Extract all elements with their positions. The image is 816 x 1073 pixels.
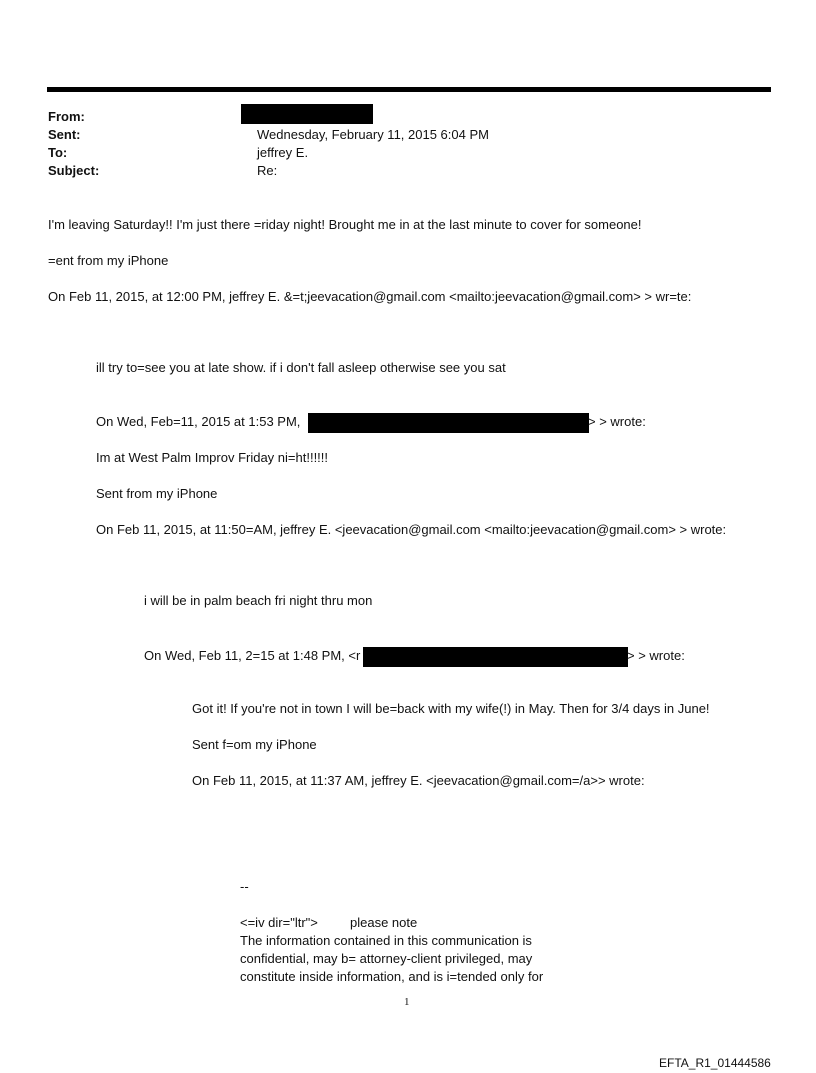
disclaimer-line: confidential, may b= attorney-client privileged, may: [240, 951, 533, 966]
body-line: =ent from my iPhone: [48, 253, 169, 268]
page-number: 1: [404, 996, 410, 1008]
quoted-line: On Feb 11, 2015, at 11:50=AM, jeffrey E. <jeevacation@gmail.com <mailto:jeevacation@gmail.com> > wrote:: [96, 522, 727, 537]
disclaimer-heading: please note: [350, 915, 418, 930]
to-label: To:: [48, 145, 68, 160]
to-value: jeffrey E.: [257, 145, 309, 160]
subject-value: Re:: [257, 163, 278, 178]
body-line: On Feb 11, 2015, at 12:00 PM, jeffrey E. &=t;jeevacation@gmail.com <mailto:jeevacation@gmail.com> > wr=te:: [48, 289, 692, 304]
body-line: I'm leaving Saturday!! I'm just there =riday night! Brought me in at the last minute to cover for someone!: [48, 217, 642, 232]
from-label: From:: [48, 109, 85, 124]
quoted-line: On Wed, Feb=11, 2015 at 1:53 PM,: [96, 414, 301, 429]
quoted-line: ill try to=see you at late show. if i don't fall asleep otherwise see you sat: [96, 360, 506, 375]
quoted-line: Im at West Palm Improv Friday ni=ht!!!!!!: [96, 450, 329, 465]
subject-label: Subject:: [48, 163, 100, 178]
quoted-line: Got it! If you're not in town I will be=back with my wife(!) in May. Then for 3/4 days in June!: [192, 701, 710, 716]
document-id: EFTA_R1_01444586: [659, 1056, 771, 1070]
quoted-line: On Wed, Feb 11, 2=15 at 1:48 PM, <r: [144, 648, 361, 663]
sender-redaction: [363, 647, 628, 667]
quoted-line: Sent f=om my iPhone: [192, 737, 317, 752]
quoted-line: > > wrote:: [588, 414, 646, 429]
html-fragment: <=iv dir="ltr">: [240, 915, 318, 930]
sent-label: Sent:: [48, 127, 81, 142]
quoted-line: Sent from my iPhone: [96, 486, 218, 501]
sent-value: Wednesday, February 11, 2015 6:04 PM: [257, 127, 489, 142]
quoted-line: i will be in palm beach fri night thru mon: [144, 593, 373, 608]
quoted-line: > > wrote:: [627, 648, 685, 663]
sender-redaction: [308, 413, 589, 433]
from-redaction: [241, 104, 373, 124]
signature-dashes: --: [240, 879, 249, 894]
quoted-line: On Feb 11, 2015, at 11:37 AM, jeffrey E. <jeevacation@gmail.com=/a>> wrote:: [192, 773, 645, 788]
disclaimer-line: constitute inside information, and is i=tended only for: [240, 969, 544, 984]
header-rule: [47, 87, 771, 92]
disclaimer-line: The information contained in this communication is: [240, 933, 532, 948]
